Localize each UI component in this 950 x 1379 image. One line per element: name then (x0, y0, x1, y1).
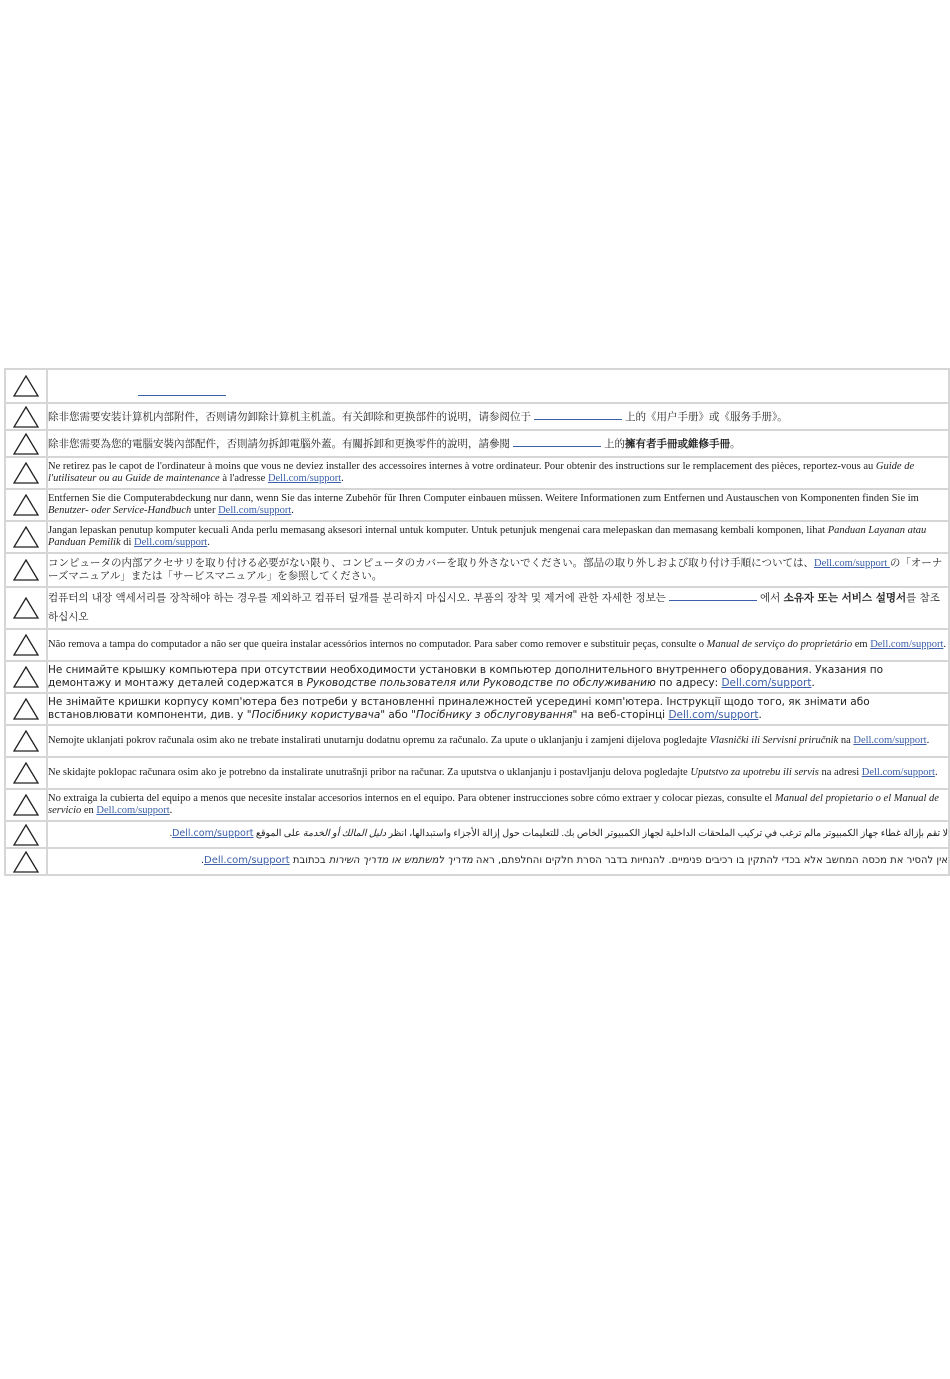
dell-support-link[interactable]: Dell.com/support (853, 734, 927, 746)
link-placeholder (513, 437, 601, 447)
dell-support-link[interactable]: Dell.com/support (861, 766, 935, 778)
caution-text-sr: Ne skidajte poklopac računara osim ako je potrebno da instalirate unutrašnji pribor na računar. Za uputstva o uklanjanju i postavljanju delova pogledajte Uputstvo za upotrebu ili servis na adresi Dell.com/support. (47, 757, 949, 789)
caution-text-pt: Não remova a tampa do computador a não ser que queira instalar acessórios internos no computador. Para saber como remover e substituir peças, consulte o Manual de serviço do proprietário em Dell.com/support. (47, 629, 949, 661)
dell-support-link[interactable]: Dell.com/support (870, 638, 944, 650)
caution-row-es (5, 789, 949, 821)
caution-text-uk: Не знімайте кришки корпусу комп'ютера без потреби у встановленні приналежностей усередині комп'ютера. Інструкції щодо того, як знімати або встановлювати компоненти, див. у "Посібнику користувача" або "Посібнику з обслуговування" на веб-сторінці Dell.com/support. (47, 693, 949, 725)
caution-triangle-icon (6, 433, 46, 455)
caution-table (4, 368, 950, 876)
caution-triangle-icon (6, 597, 46, 619)
caution-triangle-icon (6, 730, 46, 752)
caution-text-es: No extraiga la cubierta del equipo a menos que necesite instalar accesorios internos en el equipo. Para obtener instrucciones sobre cómo extraer y colocar piezas, consulte el Manual del propietario o el Manual de servicio en Dell.com/support. (47, 789, 949, 821)
dell-support-link[interactable]: Dell.com/support (267, 473, 342, 484)
dell-support-link[interactable]: Dell.com/support (218, 505, 292, 516)
caution-triangle-icon (6, 634, 46, 656)
caution-text-ar: لا تقم بإزالة غطاء جهاز الكمبيوتر مالم ترغب في تركيب الملحقات الداخلية لجهاز الكمبيوتر الخاص بك. للتعليمات حول إزالة الأجزاء واستبدالها، انظر دليل المالك أو الخدمة على الموقع Dell.com/support. (47, 821, 949, 848)
caution-triangle-icon (6, 462, 46, 484)
caution-triangle-icon (6, 794, 46, 816)
caution-triangle-icon (6, 762, 46, 784)
caution-row-sr (5, 757, 949, 789)
caution-text-hr: Nemojte uklanjati pokrov računala osim ako ne trebate instalirati unutarnju dodatnu opremu za računalo. Za upute o uklanjanju i zamjeni dijelova pogledajte Vlasnički ili Servisni priručnik na Dell.com/support. (47, 725, 949, 757)
caution-triangle-icon (6, 824, 46, 846)
caution-row-id (5, 521, 949, 553)
dell-support-link[interactable]: Dell.com/support (813, 557, 890, 569)
caution-triangle-icon (6, 494, 46, 516)
caution-text-zh-tw: 除非您需要為您的電腦安裝內部配件，否則請勿拆卸電腦外蓋。有關拆卸和更換零件的說明，請參閱 上的擁有者手冊或維修手冊。 (47, 430, 949, 457)
caution-text-de: Entfernen Sie die Computerabdeckung nur dann, wenn Sie das interne Zubehör für Ihren Computer einbauen müssen. Weitere Informationen zum Entfernen und Austauschen von Komponenten finden Sie im Benutzer- oder Service-Handbuch unter Dell.com/support. (47, 489, 949, 521)
caution-row-pt (5, 629, 949, 661)
caution-row-blank (5, 369, 949, 403)
caution-text (47, 369, 949, 403)
caution-triangle-icon (6, 406, 46, 428)
caution-row-uk (5, 693, 949, 725)
caution-text-ru: Не снимайте крышку компьютера при отсутствии необходимости установки в компьютер дополнительного внутреннего оборудования. Указания по демонтажу и монтажу деталей содержатся в Руководстве пользователя или Руководстве по обслуживанию по адресу: Dell.com/support. (47, 661, 949, 693)
caution-row-hr (5, 725, 949, 757)
caution-triangle-icon (6, 666, 46, 688)
caution-triangle-icon (6, 375, 46, 397)
caution-row-fr (5, 457, 949, 489)
dell-support-link[interactable]: Dell.com/support (134, 537, 208, 548)
caution-text-fr: Ne retirez pas le capot de l'ordinateur à moins que vous ne deviez installer des accessoires internes à votre ordinateur. Pour obtenir des instructions sur le remplacement des pièces, reportez-vous au Guide de l'utilisateur ou au Guide de maintenance à l'adresse Dell.com/support. (47, 457, 949, 489)
caution-row-ar (5, 821, 949, 848)
link-placeholder (138, 386, 226, 396)
caution-row-zh-tw (5, 430, 949, 457)
caution-row-de (5, 489, 949, 521)
link-placeholder (669, 591, 757, 601)
caution-triangle-icon (6, 851, 46, 873)
caution-text-he: אין להסיר את מכסה המחשב אלא בכדי להתקין בו רכיבים פנימיים. להנחיות בדבר הסרת חלקים והחלפתם, ראה מדריך למשתמש או מדריך השירות בכתובת Dell.com/support. (47, 848, 949, 875)
caution-row-ja (5, 553, 949, 587)
dell-support-link[interactable]: Dell.com/support (668, 709, 759, 721)
caution-text-ja: コンピュータの内部アクセサリを取り付ける必要がない限り、コンピュータのカバーを取り外さないでください。部品の取り外しおよび取り付け手順については、Dell.com/support の「オーナーズマニュアル」または「サービスマニュアル」を参照してください。 (47, 553, 949, 587)
link-placeholder (534, 410, 622, 420)
caution-triangle-icon (6, 526, 46, 548)
caution-icon-cell (5, 369, 47, 403)
caution-row-ko (5, 587, 949, 629)
dell-support-link[interactable]: Dell.com/support (96, 805, 170, 816)
caution-row-zh-cn (5, 403, 949, 430)
caution-row-ru (5, 661, 949, 693)
caution-text-zh-cn: 除非您需要安装计算机内部附件，否则请勿卸除计算机主机盖。有关卸除和更换部件的说明，请参阅位于 上的《用户手册》或《服务手册》。 (47, 403, 949, 430)
caution-triangle-icon (6, 698, 46, 720)
caution-text-ko: 컴퓨터의 내장 액세서리를 장착해야 하는 경우를 제외하고 컴퓨터 덮개를 분리하지 마십시오. 부품의 장착 및 제거에 관한 자세한 정보는 에서 소유자 또는 서비스 설명서를 참조하십시오 (47, 587, 949, 629)
dell-support-link[interactable]: Dell.com/support (204, 855, 290, 867)
caution-row-he (5, 848, 949, 875)
caution-text-id: Jangan lepaskan penutup komputer kecuali Anda perlu memasang aksesori internal untuk komputer. Untuk petunjuk mengenai cara melepaskan dan memasang kembali komponen, lihat Panduan Layanan atau Panduan Pemilik di Dell.com/support. (47, 521, 949, 553)
dell-support-link[interactable]: Dell.com/support (721, 677, 812, 689)
caution-triangle-icon (6, 559, 46, 581)
dell-support-link[interactable]: Dell.com/support (172, 828, 254, 840)
